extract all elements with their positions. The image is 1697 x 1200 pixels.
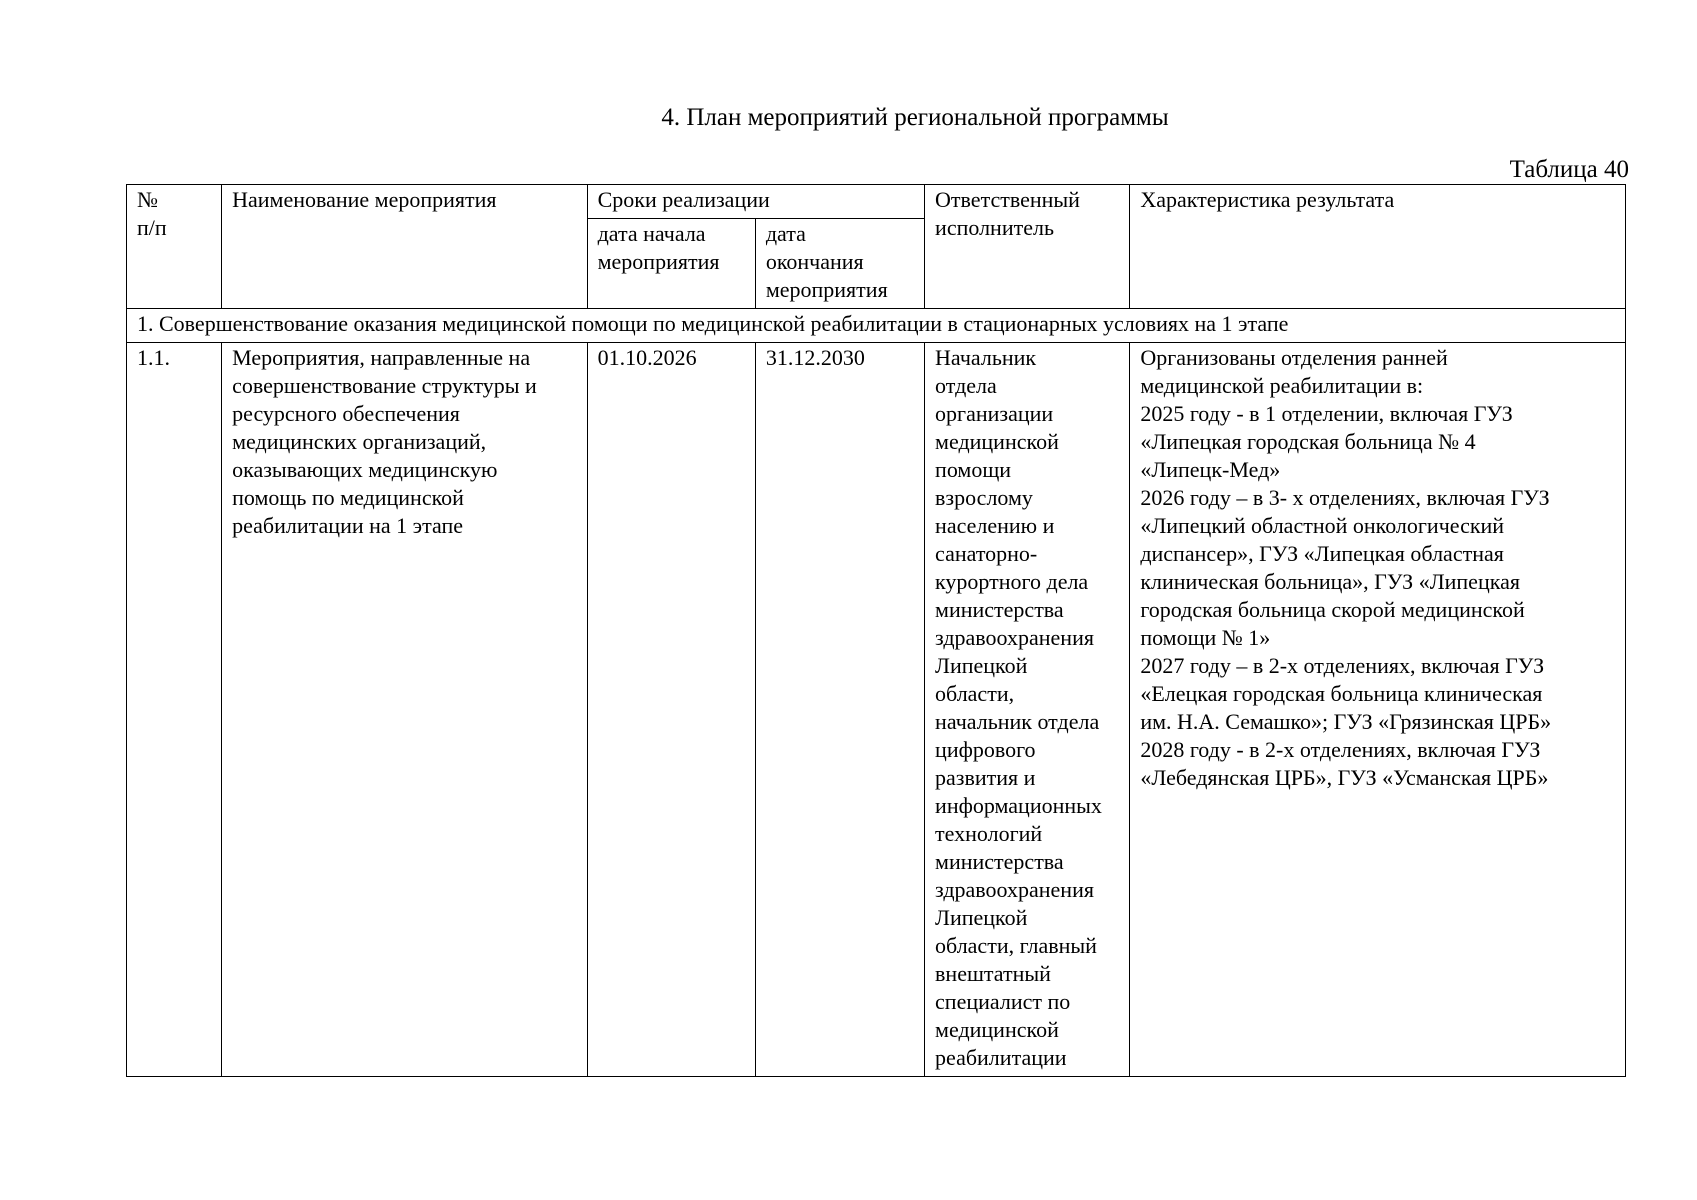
table-header-row <box>127 185 1626 219</box>
header-result: Характеристика результата <box>1130 185 1626 309</box>
header-responsible: Ответственный исполнитель <box>925 185 1130 309</box>
cell-start-date: 01.10.2026 <box>587 343 755 1077</box>
section-title: 1. Совершенствование оказания медицинской помощи по медицинской реабилитации в стационарных условиях на 1 этапе <box>127 309 1626 343</box>
cell-result: Организованы отделения ранней медицинской реабилитации в: 2025 году - в 1 отделении, включая ГУЗ «Липецкая городская больница № 4 «Липецк-Мед» 2026 году – в 3- х отделениях, включая ГУЗ «Липецкий областной онкологический диспансер», ГУЗ «Липецкая областная клиническая больница», ГУЗ «Липецкая городская больница скорой медицинской помощи № 1» 2027 году – в 2-х отделениях, включая ГУЗ «Елецкая городская больница клиническая им. Н.А. Семашко»; ГУЗ «Грязинская ЦРБ» 2028 году - в 2-х отделениях, включая ГУЗ «Лебедянская ЦРБ», ГУЗ «Усманская ЦРБ» <box>1130 343 1626 1077</box>
header-num: № п/п <box>127 185 222 309</box>
table-row <box>127 343 1626 1077</box>
cell-num: 1.1. <box>127 343 222 1077</box>
table-number: Таблица 40 <box>1509 156 1629 183</box>
plan-table <box>126 184 1626 1077</box>
cell-end-date: 31.12.2030 <box>755 343 924 1077</box>
header-period: Сроки реализации <box>587 185 924 219</box>
header-name: Наименование мероприятия <box>222 185 587 309</box>
cell-name: Мероприятия, направленные на совершенствование структуры и ресурсного обеспечения медицинских организаций, оказывающих медицинскую помощь по медицинской реабилитации на 1 этапе <box>222 343 587 1077</box>
header-start-date: дата начала мероприятия <box>587 219 755 309</box>
section-row <box>127 309 1626 343</box>
cell-responsible: Начальник отдела организации медицинской помощи взрослому населению и санаторно- курортного дела министерства здравоохранения Липецкой области, начальник отдела цифрового развития и информационных технологий министерства здравоохранения Липецкой области, главный внештатный специалист по медицинской реабилитации <box>925 343 1130 1077</box>
header-end-date: дата окончания мероприятия <box>755 219 924 309</box>
document-title: 4. План мероприятий региональной программы <box>661 104 1169 131</box>
